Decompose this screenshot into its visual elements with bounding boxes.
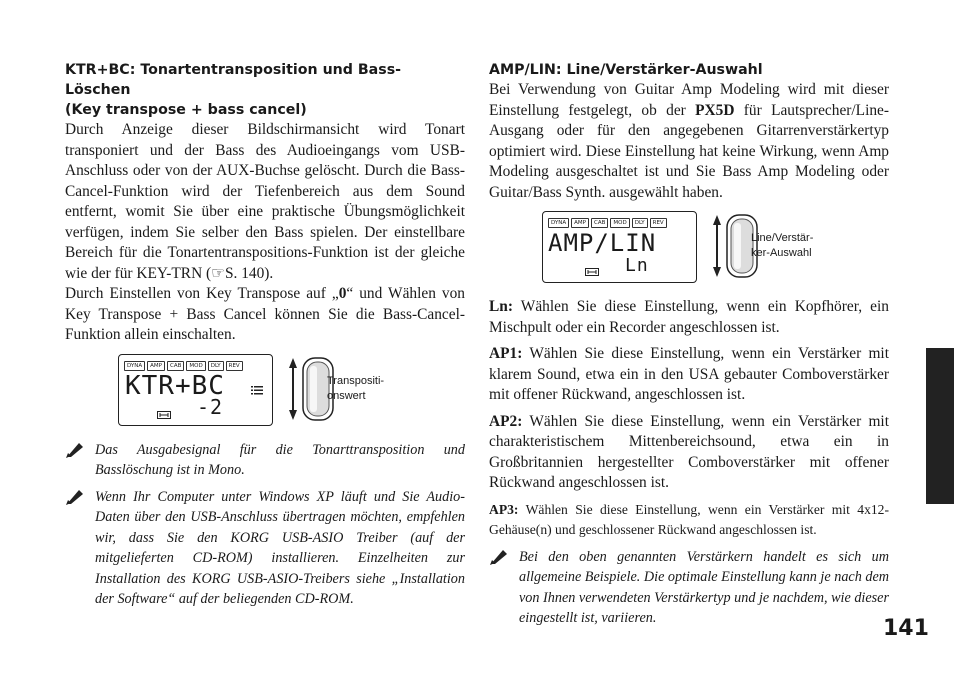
knob-label: Transpositi- onswert [327, 374, 385, 402]
lcd-line-2: Ln [625, 255, 649, 276]
tag-mod: MOD [610, 218, 629, 228]
tuning-fork-icon [585, 268, 599, 276]
lcd-display [118, 354, 273, 426]
product-name: PX5D [695, 101, 735, 119]
ktr-bc-description-2: Durch Einstellen von Key Transpose auf „0“ und Wählen von Key Transpose + Bass Cancel können Sie die Bass-Cancel-Funktion allein einschalten. [65, 285, 465, 343]
note-pencil-icon [65, 440, 85, 459]
tag-dly: DLY [208, 361, 224, 371]
entry-ap3: AP3: Wählen Sie diese Einstellung, wenn ein Verstärker mit 4x12-Gehäuse(n) und geschlossener Rückwand angeschlossen ist. [489, 501, 889, 537]
tag-dyna: DYNA [124, 361, 145, 371]
heading-line-2: (Key transpose + bass cancel) [65, 102, 307, 118]
lcd-line-1: AMP/LIN [548, 229, 657, 257]
amp-lin-display-figure [489, 211, 889, 291]
note-mono [65, 440, 465, 481]
page-number: 141 [883, 616, 929, 641]
entry-ln: Ln: Wählen Sie diese Einstellung, wenn ein Kopfhörer, ein Mischpult oder ein Recorder angeschlossen ist. [489, 298, 889, 336]
tuning-fork-icon [157, 411, 171, 419]
tag-dly: DLY [632, 218, 648, 228]
note-pencil-icon [65, 487, 85, 506]
ktr-bc-description: Durch Anzeige dieser Bildschirmansicht wird Tonart transponiert und der Bass des Audioeingangs vom USB-Anschluss oder von der AUX-Buchse gelöscht. Durch die Bass-Cancel-Funktion wird der Tiefenbereich aus dem Sound entfernt, womit Sie über eine praktische Übungsmöglichkeit verfügen, indem Sie selber den Bass spielen. Der einstellbare Bereich für die Tonartentranspositions-Funktion ist der gleiche wie der für KEY-TRN (☞S. 140). [65, 121, 465, 282]
chapter-tab-marker [926, 348, 954, 504]
menu-icon [251, 385, 263, 395]
tag-amp: AMP [147, 361, 165, 371]
effect-tags [124, 361, 243, 371]
heading-line-1: KTR+BC: Tonartentransposition und Bass-Löschen [65, 62, 402, 98]
value-zero: 0 [338, 285, 347, 302]
tag-amp: AMP [571, 218, 589, 228]
tag-cab: CAB [167, 361, 184, 371]
note-usb-asio [65, 487, 465, 610]
lcd-display [542, 211, 697, 283]
entry-ap2: AP2: Wählen Sie diese Einstellung, wenn ein Verstärker mit charakteristischem Mittenbereichsound, etwa ein in Großbritannien hergestellter Comboverstärker mit offener Rückwand angeschlossen ist. [489, 412, 889, 491]
note-amplifier-examples [489, 547, 889, 629]
left-column [65, 60, 465, 610]
lcd-line-1: KTR+BC [125, 370, 225, 401]
note-mono-text: Das Ausgabesignal für die Tonarttransposition und Basslöschung ist in Mono. [95, 441, 465, 478]
note-amplifier-examples-text: Bei den oben genannten Verstärkern handelt es sich um allgemeine Beispiele. Die optimale Einstellung kann je nach dem von Ihnen verwendeten Verstärkertyp und je nachdem, wie dieser eingestellt ist, variieren. [519, 548, 889, 626]
lcd-line-2: -2 [197, 394, 224, 419]
tag-cab: CAB [591, 218, 608, 228]
effect-tags [548, 218, 667, 228]
tag-mod: MOD [186, 361, 205, 371]
note-pencil-icon [489, 547, 509, 566]
tag-rev: REV [650, 218, 667, 228]
amp-lin-description: Bei Verwendung von Guitar Amp Modeling wird mit dieser Einstellung festgelegt, ob der PX5D für Lautsprecher/Line-Ausgang oder für den angegebenen Gitarrenverstärkertyp optimiert wird. Diese Einstellung hat keine Wirkung, wenn Amp Modeling ausgeschaltet ist und Sie Bass Amp Modeling oder Guitar/Bass Synth. ausgewählt haben. [489, 81, 890, 201]
section-heading-amp-lin: AMP/LIN: Line/Verstärker-Auswahl [489, 62, 763, 78]
ktr-bc-display-figure [65, 354, 465, 434]
tag-rev: REV [226, 361, 243, 371]
right-column [489, 60, 889, 629]
knob-label: Line/Verstär- ker-Auswahl [751, 232, 814, 259]
section-heading-ktr-bc [65, 60, 465, 120]
note-usb-asio-text: Wenn Ihr Computer unter Windows XP läuft und Sie Audio-Daten über den USB-Anschluss übertragen möchten, empfehlen wir, dass Sie den KORG USB-ASIO Treiber (auf der mitgelieferten CD-ROM) installieren. Einzelheiten zur Installation des KORG USB-ASIO-Treibers siehe „Installation der Software“ auf der beliegenden CD-ROM. [95, 488, 465, 607]
tag-dyna: DYNA [548, 218, 569, 228]
entry-ap1: AP1: Wählen Sie diese Einstellung, wenn ein Verstärker mit klarem Sound, etwa ein in den USA gebauter Comboverstärker mit offener Rückwand, angeschlossen ist. [489, 345, 889, 403]
